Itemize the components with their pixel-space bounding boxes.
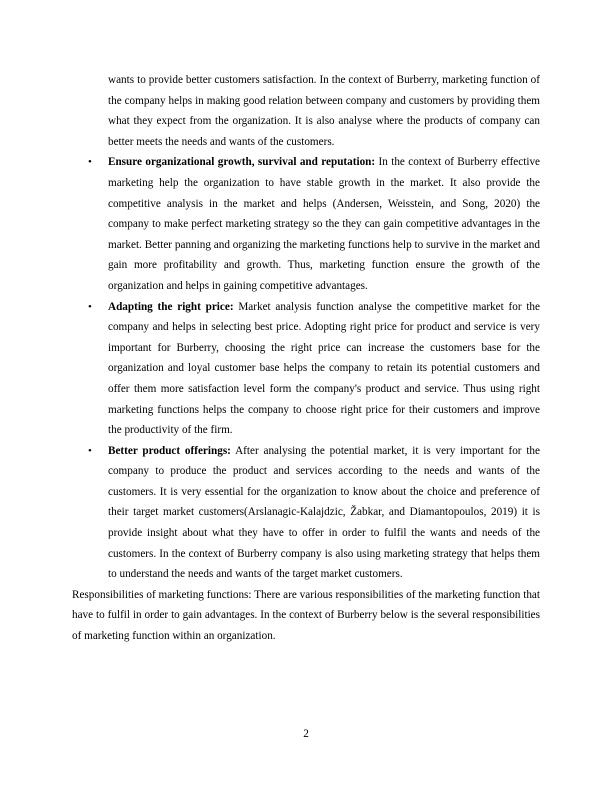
bullet-icon: • — [88, 156, 92, 169]
bullet-text: Market analysis function analyse the competitive market for the company and helps in selecting best price. Adopting right price for product and service is very important for Burberry, choosing the right price can increase the customers base for the organization and loyal customer base helps the company to retain its potential customers and offer them more satisfaction level form the company's product and service. Thus using right marketing functions helps the company to choose right price for their customers and improve the productivity of the firm. — [108, 300, 540, 437]
bullet-icon: • — [88, 444, 92, 457]
list-item — [72, 297, 540, 441]
continuation-paragraph: wants to provide better customers satisfaction. In the context of Burberry, marketing function of the company helps in making good relation between company and customers by providing them what they expect from the organization. It is also analyse where the products of company can better meets the needs and wants of the customers. — [108, 74, 540, 148]
page-body — [72, 70, 540, 647]
list-item — [72, 441, 540, 585]
closing-paragraph: Responsibilities of marketing functions: There are various responsibilities of the marketing function that have to fulfil in order to gain advantages. In the context of Burberry below is the several responsibilities of marketing function within an organization. — [72, 588, 540, 643]
page-number: 2 — [303, 728, 309, 740]
bullet-heading: Adapting the right price: — [108, 300, 234, 313]
bullet-heading: Better product offerings: — [108, 444, 231, 457]
bullet-list — [72, 152, 540, 584]
bullet-text: After analysing the potential market, it is very important for the company to produce the product and services according to the needs and wants of the customers. It is very essential for the organization to know about the choice and preference of their target market customers(Arslanagic-Kalajdzic, Žabkar, and Diamantopoulos, 2019) it is provide insight about what they have to offer in order to fulfil the wants and needs of the customers. In the context of Burberry company is also using marketing strategy that helps them to understand the needs and wants of the target market customers. — [108, 444, 540, 581]
bullet-heading: Ensure organizational growth, survival and reputation: — [108, 156, 376, 169]
bullet-text: In the context of Burberry effective marketing help the organization to have stable growth in the market. It also provide the competitive analysis in the market and helps (Andersen, Weisstein, and Song, 2020) the company to make perfect marketing strategy so the they can gain competitive advantages in the market. Better panning and organizing the marketing functions help to survive in the market and gain more profitability and growth. Thus, marketing function ensure the growth of the organization and helps in gaining competitive advantages. — [108, 156, 541, 292]
bullet-icon: • — [88, 300, 92, 313]
list-item — [72, 152, 540, 296]
